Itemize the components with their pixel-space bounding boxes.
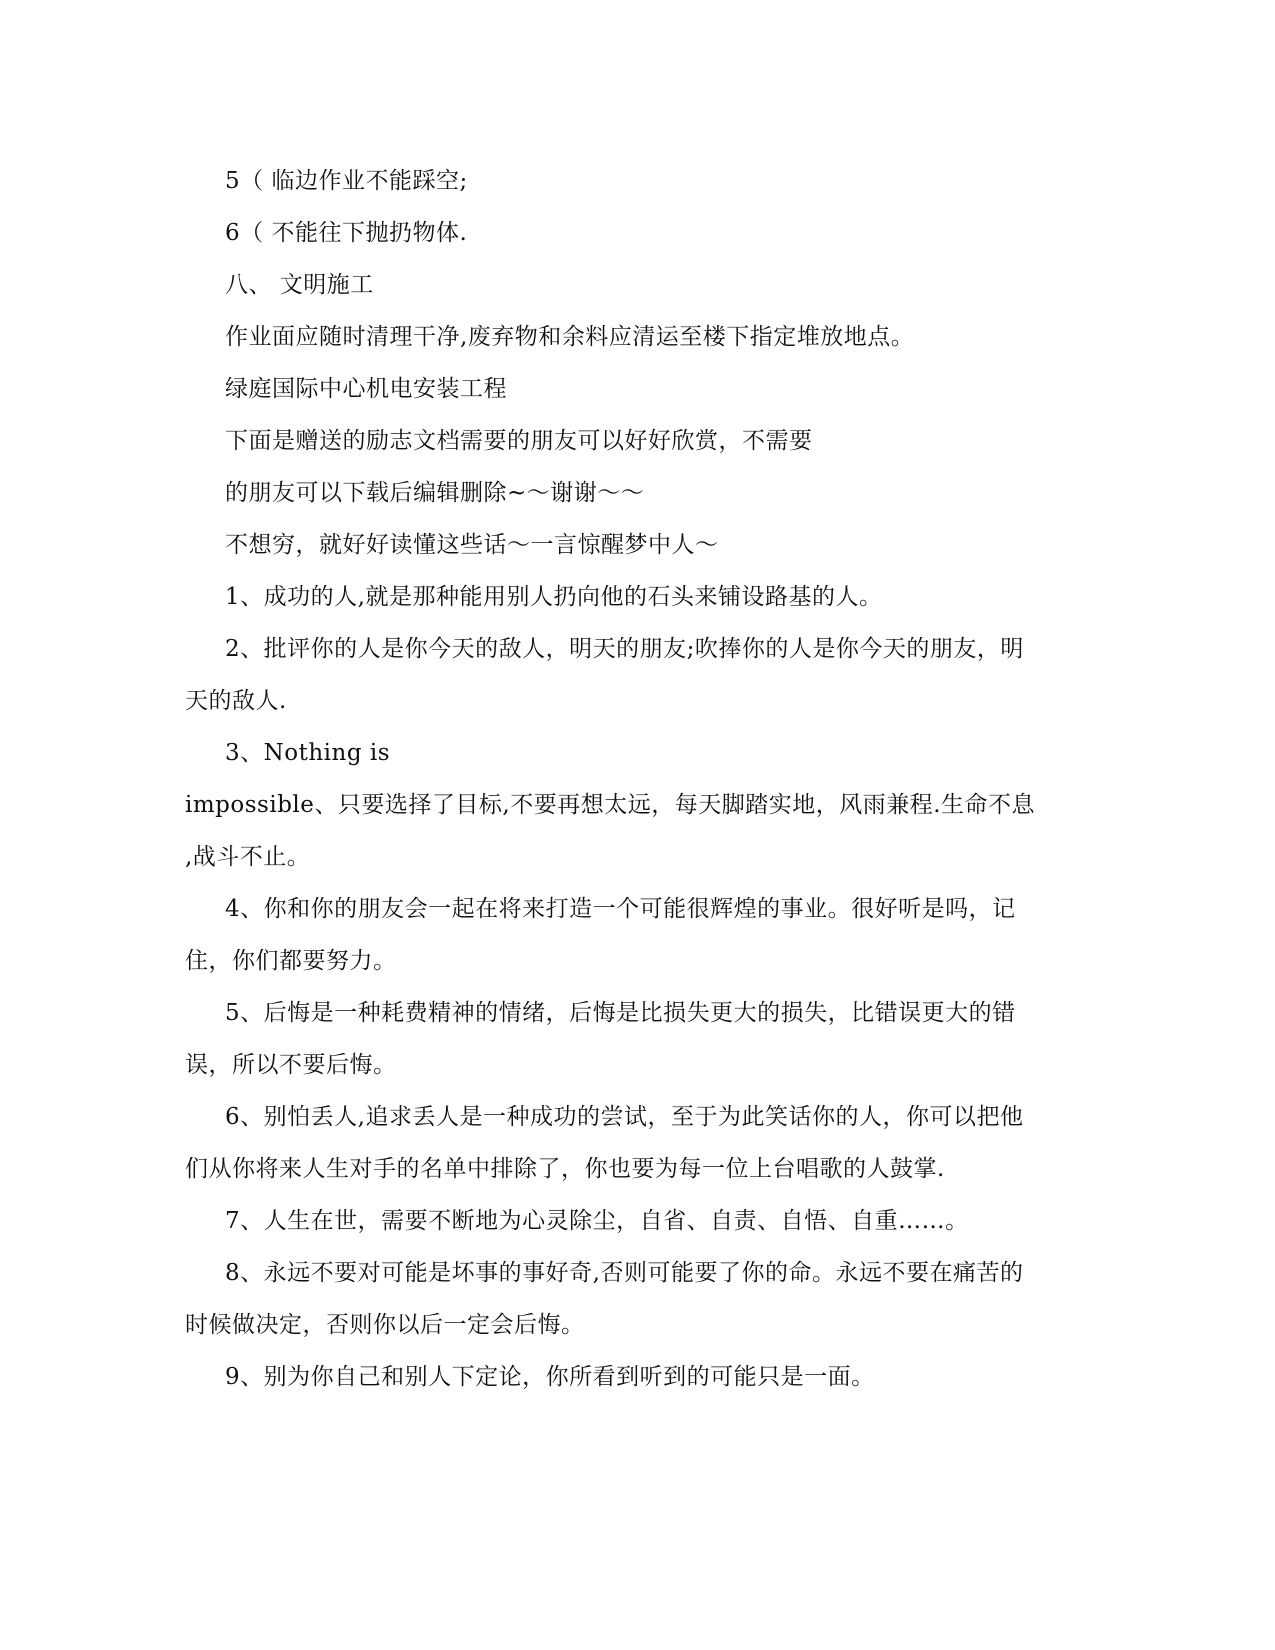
- quote-item: 6、别怕丢人,追求丢人是一种成功的尝试，至于为此笑话你的人，你可以把他: [225, 1104, 1024, 1130]
- quote-item: 3、Nothing is: [225, 740, 391, 766]
- quote-item: 8、永远不要对可能是坏事的事好奇,否则可能要了你的命。永远不要在痛苦的: [225, 1260, 1024, 1286]
- quote-item-continued: 们从你将来人生对手的名单中排除了，你也要为每一位上台唱歌的人鼓掌.: [185, 1156, 945, 1182]
- quote-item-continued: 天的敌人.: [185, 688, 287, 714]
- quote-item: 7、人生在世，需要不断地为心灵除尘，自省、自责、自悟、自重……。: [225, 1208, 969, 1234]
- quote-item-continued: 时候做决定，否则你以后一定会后悔。: [185, 1312, 585, 1338]
- quote-item: 1、成功的人,就是那种能用别人扔向他的石头来铺设路基的人。: [225, 584, 883, 610]
- section-heading: 八、 文明施工: [225, 272, 374, 298]
- quote-item-continued: 误，所以不要后悔。: [185, 1052, 397, 1078]
- text-line: 的朋友可以下载后编辑删除~～谢谢～～: [225, 480, 645, 506]
- text-line: 下面是赠送的励志文档需要的朋友可以好好欣赏，不需要: [225, 428, 813, 454]
- quote-item: 5、后悔是一种耗费精神的情绪，后悔是比损失更大的损失，比错误更大的错: [225, 1000, 1016, 1026]
- quote-item: 4、你和你的朋友会一起在将来打造一个可能很辉煌的事业。很好听是吗，记: [225, 896, 1016, 922]
- project-name: 绿庭国际中心机电安装工程: [225, 376, 507, 402]
- quote-item: 2、批评你的人是你今天的敌人，明天的朋友;吹捧你的人是你今天的朋友，明: [225, 636, 1024, 662]
- text-line: 6（ 不能往下抛扔物体.: [225, 220, 468, 246]
- quote-item-continued: impossible、只要选择了目标,不要再想太远，每天脚踏实地，风雨兼程.生命不息: [185, 792, 1036, 818]
- quote-item-continued: ,战斗不止。: [185, 844, 311, 870]
- quote-item-continued: 住，你们都要努力。: [185, 948, 397, 974]
- text-line: 不想穷，就好好读懂这些话～一言惊醒梦中人～: [225, 532, 719, 558]
- quote-item: 9、别为你自己和别人下定论，你所看到听到的可能只是一面。: [225, 1364, 875, 1390]
- text-line: 5（ 临边作业不能踩空;: [225, 168, 468, 194]
- text-line: 作业面应随时清理干净,废弃物和余料应清运至楼下指定堆放地点。: [225, 324, 915, 350]
